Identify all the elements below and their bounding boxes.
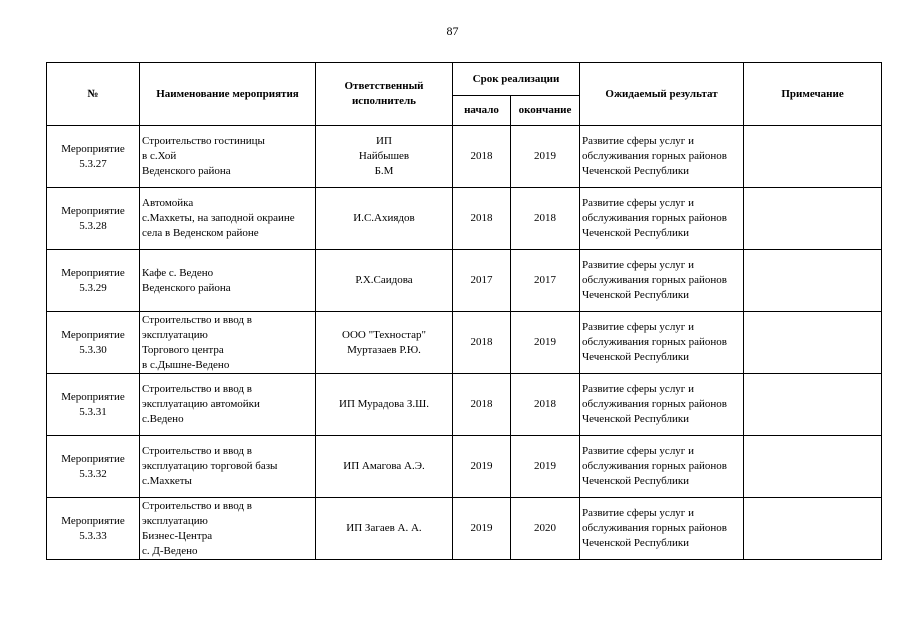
cell-start-year: 2018 xyxy=(453,312,511,374)
cell-note xyxy=(744,188,882,250)
cell-name: Строительство и ввод в эксплуатацию автомойки с.Ведено xyxy=(140,374,316,436)
cell-result: Развитие сферы услуг и обслуживания горных районов Чеченской Республики xyxy=(580,498,744,560)
table-row xyxy=(47,250,882,312)
cell-result: Развитие сферы услуг и обслуживания горных районов Чеченской Республики xyxy=(580,312,744,374)
cell-result: Развитие сферы услуг и обслуживания горных районов Чеченской Республики xyxy=(580,188,744,250)
cell-start-year: 2018 xyxy=(453,374,511,436)
cell-num: Мероприятие 5.3.31 xyxy=(47,374,140,436)
cell-start-year: 2018 xyxy=(453,188,511,250)
measures-table xyxy=(46,62,882,560)
page-number: 87 xyxy=(446,24,459,38)
header-period: Срок реализации xyxy=(453,63,580,96)
cell-end-year: 2018 xyxy=(511,188,580,250)
cell-end-year: 2019 xyxy=(511,126,580,188)
cell-name: Строительство гостиницы в с.Хой Веденского района xyxy=(140,126,316,188)
header-result: Ожидаемый результат xyxy=(580,63,744,126)
cell-result: Развитие сферы услуг и обслуживания горных районов Чеченской Республики xyxy=(580,250,744,312)
cell-executor: ООО "Техностар" Муртазаев Р.Ю. xyxy=(316,312,453,374)
cell-executor: ИП Найбышев Б.М xyxy=(316,126,453,188)
cell-note xyxy=(744,250,882,312)
cell-name: Строительство и ввод в эксплуатацию Бизнес-Центра с. Д-Ведено xyxy=(140,498,316,560)
cell-note xyxy=(744,498,882,560)
table-header-row xyxy=(47,63,882,96)
table-row xyxy=(47,188,882,250)
cell-end-year: 2018 xyxy=(511,374,580,436)
cell-start-year: 2019 xyxy=(453,498,511,560)
cell-name: Автомойка с.Махкеты, на заподной окраине села в Веденском районе xyxy=(140,188,316,250)
cell-name: Строительство и ввод в эксплуатацию Торгового центра в с.Дышне-Ведено xyxy=(140,312,316,374)
cell-name: Строительство и ввод в эксплуатацию торговой базы с.Махкеты xyxy=(140,436,316,498)
cell-note xyxy=(744,436,882,498)
cell-note xyxy=(744,312,882,374)
cell-num: Мероприятие 5.3.29 xyxy=(47,250,140,312)
cell-end-year: 2020 xyxy=(511,498,580,560)
table-row xyxy=(47,498,882,560)
cell-executor: ИП Загаев А. А. xyxy=(316,498,453,560)
cell-start-year: 2019 xyxy=(453,436,511,498)
table-row xyxy=(47,374,882,436)
header-start: начало xyxy=(453,96,511,126)
header-name: Наименование мероприятия xyxy=(140,63,316,126)
header-end: окончание xyxy=(511,96,580,126)
cell-end-year: 2019 xyxy=(511,436,580,498)
cell-executor: ИП Амагова А.Э. xyxy=(316,436,453,498)
table-row xyxy=(47,436,882,498)
cell-note xyxy=(744,374,882,436)
cell-name: Кафе с. Ведено Веденского района xyxy=(140,250,316,312)
cell-num: Мероприятие 5.3.32 xyxy=(47,436,140,498)
table-row xyxy=(47,312,882,374)
header-executor: Ответственный исполнитель xyxy=(316,63,453,126)
cell-note xyxy=(744,126,882,188)
cell-result: Развитие сферы услуг и обслуживания горных районов Чеченской Республики xyxy=(580,436,744,498)
cell-result: Развитие сферы услуг и обслуживания горных районов Чеченской Республики xyxy=(580,374,744,436)
header-num: № xyxy=(47,63,140,126)
cell-executor: И.С.Ахиядов xyxy=(316,188,453,250)
cell-num: Мероприятие 5.3.27 xyxy=(47,126,140,188)
cell-end-year: 2017 xyxy=(511,250,580,312)
cell-executor: ИП Мурадова З.Ш. xyxy=(316,374,453,436)
cell-num: Мероприятие 5.3.30 xyxy=(47,312,140,374)
cell-executor: Р.Х.Саидова xyxy=(316,250,453,312)
cell-result: Развитие сферы услуг и обслуживания горных районов Чеченской Республики xyxy=(580,126,744,188)
cell-start-year: 2018 xyxy=(453,126,511,188)
cell-end-year: 2019 xyxy=(511,312,580,374)
cell-num: Мероприятие 5.3.28 xyxy=(47,188,140,250)
header-note: Примечание xyxy=(744,63,882,126)
cell-num: Мероприятие 5.3.33 xyxy=(47,498,140,560)
cell-start-year: 2017 xyxy=(453,250,511,312)
table-row xyxy=(47,126,882,188)
